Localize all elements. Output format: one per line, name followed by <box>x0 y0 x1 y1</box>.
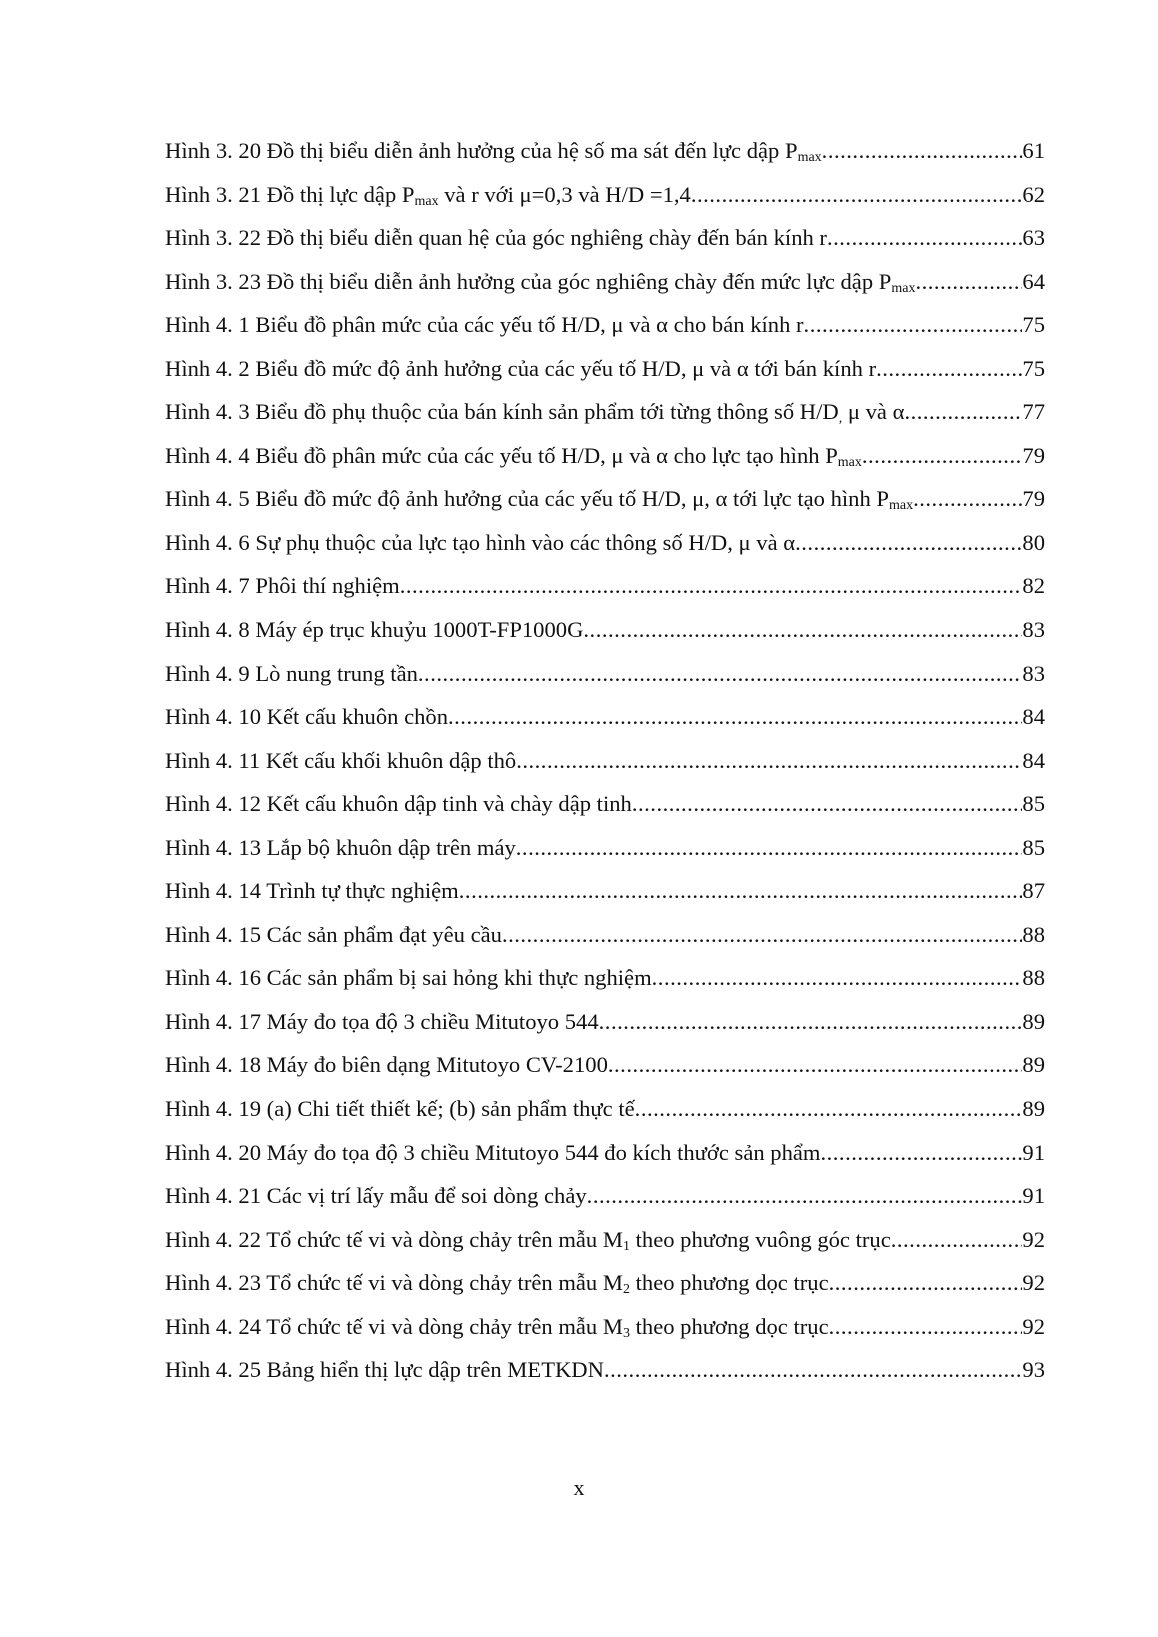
toc-entry[interactable] <box>165 310 1045 354</box>
dot-leader <box>913 484 1022 514</box>
toc-entry[interactable] <box>165 702 1045 746</box>
caption-text-continued: theo phương dọc trục <box>629 1270 829 1296</box>
toc-entry-page-number: 92 <box>1022 1270 1045 1296</box>
toc-entry[interactable] <box>165 571 1045 615</box>
toc-entry-caption <box>165 876 459 906</box>
caption-text: Hình 4. 4 Biểu đồ phân mức của các yếu tố H/D, μ và α cho lực tạo hình P <box>165 442 838 468</box>
toc-entry-caption <box>165 1138 820 1168</box>
caption-subscript: 2 <box>622 1282 630 1298</box>
toc-entry-page-number: 89 <box>1022 1052 1045 1078</box>
dot-leader <box>459 876 1023 906</box>
caption-text: Hình 4. 7 Phôi thí nghiệm <box>165 573 400 599</box>
caption-text-continued: theo phương dọc trục <box>629 1313 829 1339</box>
toc-entry[interactable] <box>165 441 1045 485</box>
toc-entry[interactable] <box>165 876 1045 920</box>
toc-entry-page-number: 89 <box>1022 1096 1045 1122</box>
page-number-footer: x <box>573 1475 585 1500</box>
toc-entry[interactable] <box>165 615 1045 659</box>
toc-entry-caption <box>165 1181 587 1211</box>
caption-text: Hình 4. 9 Lò nung trung tần <box>165 660 418 686</box>
caption-text: Hình 4. 6 Sự phụ thuộc của lực tạo hình vào các thông số H/D, μ và α <box>165 529 796 555</box>
caption-text: Hình 4. 10 Kết cấu khuôn chồn <box>165 704 448 730</box>
toc-entry-caption <box>165 746 516 776</box>
caption-text: Hình 4. 12 Kết cấu khuôn dập tinh và chày dập tinh <box>165 791 632 817</box>
toc-entry[interactable] <box>165 659 1045 703</box>
toc-entry-page-number: 83 <box>1022 617 1045 643</box>
toc-entry-caption <box>165 441 862 471</box>
toc-entry-caption <box>165 1268 829 1298</box>
dot-leader <box>632 789 1023 819</box>
toc-entry-caption <box>165 1094 635 1124</box>
caption-text: Hình 4. 19 (a) Chi tiết thiết kế; (b) sản phẩm thực tế <box>165 1096 635 1122</box>
dot-leader <box>448 702 1022 732</box>
toc-entry-caption <box>165 1007 599 1037</box>
caption-text: Hình 4. 23 Tổ chức tế vi và dòng chảy trên mẫu M <box>165 1270 623 1296</box>
caption-text-continued: μ và α <box>842 399 905 425</box>
dot-leader <box>608 1050 1023 1080</box>
toc-entry[interactable] <box>165 1225 1045 1269</box>
toc-entry-page-number: 93 <box>1022 1357 1045 1383</box>
toc-entry[interactable] <box>165 136 1045 180</box>
dot-leader <box>604 1355 1022 1385</box>
toc-entry-page-number: 77 <box>1022 399 1045 425</box>
toc-entry-caption <box>165 702 448 732</box>
toc-entry[interactable] <box>165 223 1045 267</box>
toc-entry[interactable] <box>165 1094 1045 1138</box>
toc-entry[interactable] <box>165 1312 1045 1356</box>
toc-entry-caption <box>165 615 583 645</box>
dot-leader <box>587 1181 1023 1211</box>
toc-entry-page-number: 75 <box>1022 355 1045 381</box>
caption-subscript: max <box>889 498 914 514</box>
dot-leader <box>795 528 1022 558</box>
toc-entry-page-number: 84 <box>1022 747 1045 773</box>
toc-entry-caption <box>165 1355 604 1385</box>
caption-text: Hình 4. 13 Lắp bộ khuôn dập trên máy <box>165 834 516 860</box>
toc-entry-page-number: 92 <box>1022 1313 1045 1339</box>
caption-text: Hình 4. 1 Biểu đồ phân mức của các yếu tố H/D, μ và α cho bán kính r <box>165 312 804 338</box>
toc-entry-page-number: 85 <box>1022 791 1045 817</box>
dot-leader <box>904 397 1022 427</box>
caption-text: Hình 3. 20 Đồ thị biểu diễn ảnh hưởng của hệ số ma sát đến lực dập P <box>165 138 798 163</box>
toc-entry-page-number: 87 <box>1022 878 1045 904</box>
toc-entry-caption <box>165 310 804 340</box>
caption-subscript: 3 <box>622 1325 630 1341</box>
toc-entry[interactable] <box>165 789 1045 833</box>
toc-entry-caption <box>165 180 691 210</box>
caption-subscript: max <box>414 193 439 209</box>
caption-text: Hình 4. 18 Máy đo biên dạng Mitutoyo CV-2100 <box>165 1052 608 1078</box>
caption-subscript: max <box>837 454 862 470</box>
toc-entry-caption <box>165 397 904 427</box>
toc-entry[interactable] <box>165 1355 1045 1399</box>
toc-entry-page-number: 62 <box>1022 181 1045 207</box>
toc-entry-caption <box>165 528 795 558</box>
toc-entry-page-number: 79 <box>1022 486 1045 512</box>
toc-entry-caption <box>165 1312 829 1342</box>
caption-text: Hình 4. 17 Máy đo tọa độ 3 chiều Mitutoyo 544 <box>165 1008 599 1034</box>
caption-subscript: 1 <box>622 1238 630 1254</box>
toc-entry-page-number: 83 <box>1022 660 1045 686</box>
dot-leader <box>820 1138 1022 1168</box>
caption-text: Hình 4. 16 Các sản phẩm bị sai hỏng khi thực nghiệm <box>165 965 652 991</box>
dot-leader <box>827 223 1022 253</box>
caption-text: Hình 4. 14 Trình tự thực nghiệm <box>165 878 459 904</box>
toc-entry-page-number: 61 <box>1022 138 1045 163</box>
dot-leader <box>915 267 1022 297</box>
toc-entry-page-number: 82 <box>1022 573 1045 599</box>
toc-entry-page-number: 88 <box>1022 921 1045 947</box>
caption-text: Hình 4. 2 Biểu đồ mức độ ảnh hưởng của các yếu tố H/D, μ và α tới bán kính r <box>165 355 877 381</box>
dot-leader <box>862 441 1023 471</box>
dot-leader <box>829 1268 1023 1298</box>
toc-entry-caption <box>165 789 632 819</box>
toc-entry-caption <box>165 484 913 514</box>
toc-entry-caption <box>165 1050 608 1080</box>
caption-text: Hình 4. 21 Các vị trí lấy mẫu để soi dòng chảy <box>165 1183 587 1209</box>
toc-entry[interactable] <box>165 1007 1045 1051</box>
caption-text-continued: và r với μ=0,3 và H/D =1,4 <box>438 181 691 207</box>
caption-text-continued: theo phương vuông góc trục <box>629 1226 891 1252</box>
toc-entry-page-number: 79 <box>1022 442 1045 468</box>
dot-leader <box>804 310 1023 340</box>
dot-leader <box>652 963 1023 993</box>
toc-entry-caption <box>165 1225 891 1255</box>
dot-leader <box>829 1312 1023 1342</box>
toc-entry-page-number: 75 <box>1022 312 1045 338</box>
dot-leader <box>822 136 1023 166</box>
dot-leader <box>502 920 1022 950</box>
toc-entry[interactable] <box>165 833 1045 877</box>
toc-entry-caption <box>165 136 822 166</box>
caption-text: Hình 4. 5 Biểu đồ mức độ ảnh hưởng của các yếu tố H/D, μ, α tới lực tạo hình P <box>165 486 889 512</box>
toc-entry-page-number: 89 <box>1022 1008 1045 1034</box>
caption-subscript: , <box>838 411 843 427</box>
toc-entry-page-number: 91 <box>1022 1183 1045 1209</box>
toc-entry-caption <box>165 267 915 297</box>
toc-entry-caption <box>165 833 516 863</box>
caption-text: Hình 4. 24 Tổ chức tế vi và dòng chảy trên mẫu M <box>165 1313 623 1339</box>
dot-leader <box>691 180 1023 210</box>
caption-text: Hình 3. 21 Đồ thị lực dập P <box>165 181 415 207</box>
caption-subscript: max <box>797 150 822 165</box>
caption-text: Hình 4. 3 Biểu đồ phụ thuộc của bán kính sản phẩm tới từng thông số H/D <box>165 399 839 425</box>
toc-entry-page-number: 64 <box>1022 268 1045 294</box>
caption-subscript: max <box>891 280 916 296</box>
caption-text: Hình 4. 20 Máy đo tọa độ 3 chiều Mitutoyo 544 đo kích thước sản phẩm <box>165 1139 821 1165</box>
dot-leader <box>583 615 1022 645</box>
toc-entry-page-number: 91 <box>1022 1139 1045 1165</box>
caption-text: Hình 4. 25 Bảng hiển thị lực dập trên METKDN <box>165 1357 604 1383</box>
dot-leader <box>891 1225 1023 1255</box>
toc-entry-caption <box>165 223 827 253</box>
toc-entry[interactable] <box>165 484 1045 528</box>
toc-entry-caption <box>165 354 876 384</box>
toc-entry[interactable] <box>165 528 1045 572</box>
caption-text: Hình 4. 8 Máy ép trục khuỷu 1000T-FP1000G <box>165 617 584 643</box>
caption-text: Hình 4. 15 Các sản phẩm đạt yêu cầu <box>165 921 502 947</box>
toc-entry-caption <box>165 571 400 601</box>
toc-entry-caption <box>165 659 418 689</box>
dot-leader <box>599 1007 1023 1037</box>
toc-entry[interactable] <box>165 963 1045 1007</box>
toc-entry[interactable] <box>165 920 1045 964</box>
toc-entry-page-number: 92 <box>1022 1226 1045 1252</box>
toc-entry[interactable] <box>165 1268 1045 1312</box>
list-of-figures <box>165 136 1045 1399</box>
toc-entry-caption <box>165 920 502 950</box>
dot-leader <box>635 1094 1023 1124</box>
caption-text: Hình 3. 22 Đồ thị biểu diễn quan hệ của góc nghiêng chày đến bán kính r <box>165 225 827 251</box>
caption-text: Hình 3. 23 Đồ thị biểu diễn ảnh hưởng của góc nghiêng chày đến mức lực dập P <box>165 268 892 294</box>
toc-entry[interactable] <box>165 267 1045 311</box>
toc-entry[interactable] <box>165 354 1045 398</box>
dot-leader <box>876 354 1022 384</box>
toc-entry[interactable] <box>165 1138 1045 1182</box>
toc-entry[interactable] <box>165 397 1045 441</box>
toc-entry[interactable] <box>165 1050 1045 1094</box>
toc-entry-page-number: 88 <box>1022 965 1045 991</box>
caption-text: Hình 4. 11 Kết cấu khối khuôn dập thô <box>165 747 517 773</box>
toc-entry-page-number: 85 <box>1022 834 1045 860</box>
toc-entry-caption <box>165 963 652 993</box>
toc-entry-page-number: 63 <box>1022 225 1045 251</box>
caption-text: Hình 4. 22 Tổ chức tế vi và dòng chảy trên mẫu M <box>165 1226 623 1252</box>
dot-leader <box>400 571 1023 601</box>
dot-leader <box>418 659 1023 689</box>
toc-entry-page-number: 84 <box>1022 704 1045 730</box>
toc-entry[interactable] <box>165 1181 1045 1225</box>
toc-entry[interactable] <box>165 746 1045 790</box>
dot-leader <box>516 746 1022 776</box>
dot-leader <box>516 833 1023 863</box>
toc-entry-page-number: 80 <box>1022 529 1045 555</box>
toc-entry[interactable] <box>165 180 1045 224</box>
